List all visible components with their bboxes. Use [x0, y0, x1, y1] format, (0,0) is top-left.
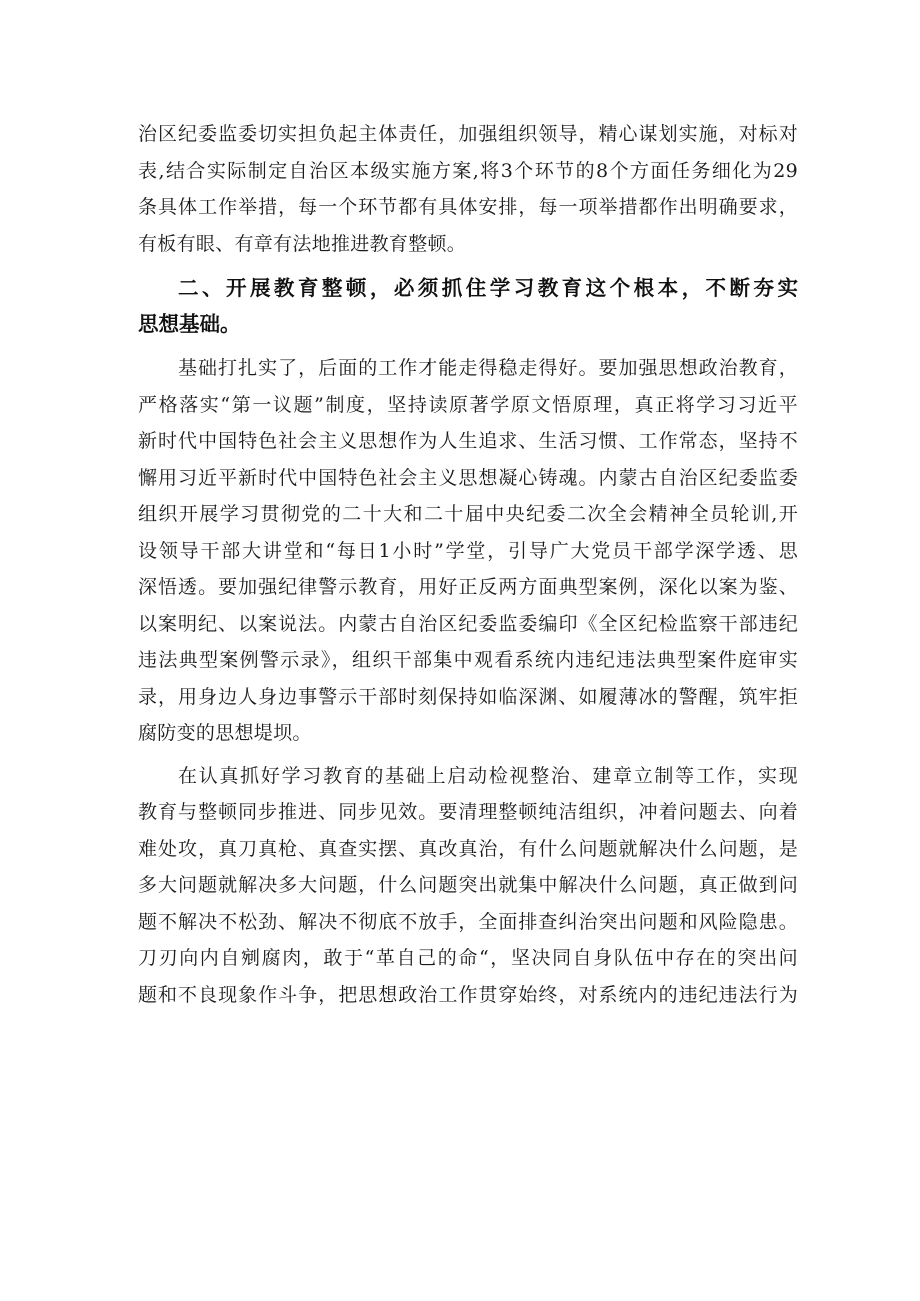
paragraph-line: 深悟透。要加强纪律警示教育，用好正反两方面典型案例，深化以案为鉴、 — [138, 576, 798, 598]
paragraph-line: 条具体工作举措，每一个环节都有具体安排，每一项举措都作出明确要求， — [138, 196, 798, 218]
paragraph-line: 刀刃向内自剜腐肉，敢于“革自己的命“，坚决同自身队伍中存在的突出问 — [138, 947, 798, 969]
heading-line: 思想基础。 — [138, 312, 241, 336]
paragraph-line: 治区纪委监委切实担负起主体责任，加强组织领导，精心谋划实施，对标对 — [138, 123, 798, 145]
paragraph-line: 有板有眼、有章有法地推进教育整顿。 — [138, 232, 467, 255]
paragraph-line: 基础打扎实了，后面的工作才能走得稳走得好。要加强思想政治教育， — [178, 357, 798, 379]
paragraph-line: 设领导干部大讲堂和“每日1小时”学堂，引导广大党员干部学深学透、思 — [138, 539, 798, 562]
paragraph-line: 多大问题就解决多大问题，什么问题突出就集中解决什么问题，真正做到问 — [138, 874, 798, 896]
paragraph-line: 组织开展学习贯彻党的二十大和二十届中央纪委二次全会精神全员轮训,开 — [138, 503, 798, 525]
paragraph-line: 懈用习近平新时代中国特色社会主义思想凝心铸魂。内蒙古自治区纪委监委 — [138, 466, 798, 489]
paragraph-line: 以案明纪、以案说法。内蒙古自治区纪委监委编印《全区纪检监察干部违纪 — [138, 612, 798, 635]
paragraph-1 — [138, 116, 798, 262]
paragraph-2 — [138, 350, 798, 752]
paragraph-line: 严格落实“第一议题”制度，坚持读原著学原文悟原理，真正将学习习近平 — [138, 393, 798, 416]
paragraph-line: 新时代中国特色社会主义思想作为人生追求、生活习惯、工作常态，坚持不 — [138, 430, 798, 452]
heading-line: 二、开展教育整顿，必须抓住学习教育这个根本，不断夯实 — [178, 276, 798, 300]
paragraph-line: 题不解决不松劲、解决不彻底不放手，全面排查纠治突出问题和风险隐患。 — [138, 910, 798, 933]
paragraph-3 — [138, 758, 798, 1014]
paragraph-line: 录，用身边人身边事警示干部时刻保持如临深渊、如履薄冰的警醒，筑牢拒 — [138, 685, 798, 708]
paragraph-line: 在认真抓好学习教育的基础上启动检视整治、建章立制等工作，实现 — [178, 764, 798, 787]
paragraph-line: 腐防变的思想堤坝。 — [138, 722, 312, 744]
paragraph-line: 难处攻，真刀真枪、真查实摆、真改真治，有什么问题就解决什么问题，是 — [138, 837, 798, 860]
paragraph-line: 违法典型案例警示录》，组织干部集中观看系统内违纪违法典型案件庭审实 — [138, 649, 798, 671]
document-body — [138, 116, 798, 1013]
paragraph-line: 表,结合实际制定自治区本级实施方案,将3个环节的8个方面任务细化为29 — [138, 159, 798, 182]
paragraph-line: 教育与整顿同步推进、同步见效。要清理整顿纯洁组织，冲着问题去、向着 — [138, 801, 798, 823]
section-heading-2 — [138, 270, 798, 342]
paragraph-line: 题和不良现象作斗争，把思想政治工作贯穿始终，对系统内的违纪违法行为 — [138, 983, 798, 1006]
